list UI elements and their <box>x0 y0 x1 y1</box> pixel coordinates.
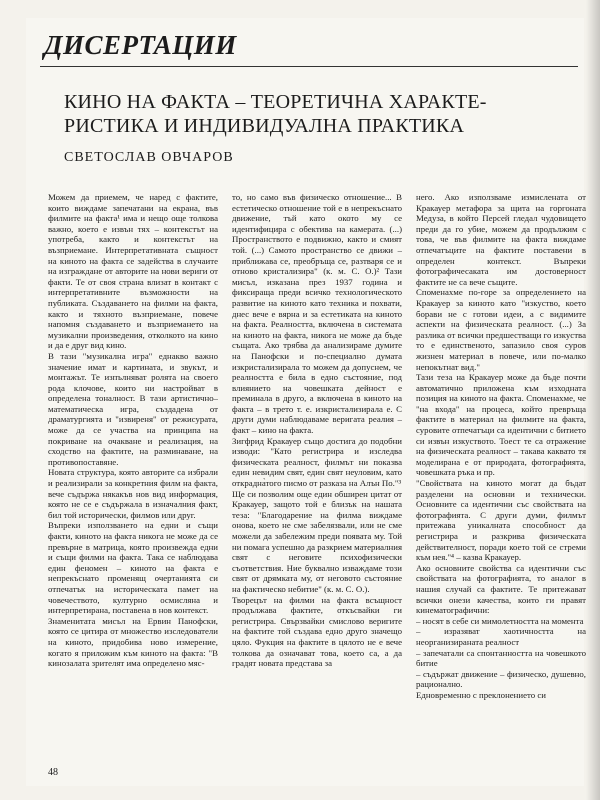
paragraph: то, но само във физическо отношение... В естетическо отношение той е в непрекъснато движение, тъй като окото му се идентифицира с обектива на камерата. (...) Пространството е подвижно, както и смият той. (...) Самото пространство се движи – приближава се, преобръща се, разтваря се и отново кристализира" (к. м. С. О.)² Тази мисъл, изказана през 1937 година и фиксираща преди всичко технологическото развитие на киното като техника и похвати, днес вече е вярна и за естетиката на киното на факта. Реалността, включена в системата на киното на факта, никога не може да бъде същата. Ако трябва да анализираме думите на Панофски и по-специално думата изкристализирала то можем да допуснем, че реалността е била в едно състояние, под влиянието на човешката дейност е преминала в друго, а включена в киното на факта – в трето т. е. изкристализирала е. С други думи наблюдаваме веригата реалия – факт – кино на факта. <box>232 192 402 436</box>
text-column-3 <box>416 192 586 752</box>
text-column-2 <box>232 192 402 752</box>
paragraph: Споменахме по-горе за определението на Кракауер за киното като "изкуство, което борави не с готови идеи, а с видимите аспекти на физическата реалност. (...) За разлика от всички предшестващи го изкуства то е единственото, запазило своя суров жизнен материал в повече, или по-малко непокътнат вид." <box>416 287 586 372</box>
paragraph: Можем да приемем, че наред с фактите, които виждаме запечатани на екрана, във филмите на факта¹ има и нещо още толкова важно, което е извън тях – контекстът на употреба, както и контекстът на възприемане. Интерпретативната същност на кинoто на факта се задейства в случаите на изграждане от авторите на нови вериги от факти. Те от своя страна влизат в контакт с интерпретативните възможности на публиката. Създаването на филми на факта, както и тяхното възприемане, повече напомня създаването и възприемането на музикални произведения, отколкото на кино и да е друг вид кино. <box>48 192 218 351</box>
paragraph: Зигфрид Кракауер също достига до подобни изводи: "Като регистрира и изследва физическата реалност, филмът ни показва един невидим свят, един свят неуловим, като открадна̀того писмо от разказа на Алън По."³ <box>232 435 402 489</box>
paragraph: него. Ако използваме измислената от Кракауер метафора за щита на горгоната Медуза, в който Персей гледал чудовището преди да го убие, можем да продължим с това, че във филмите на факта виждаме отпечатъците на фактите поставени в определен контекст. Въпреки фотографичесаката им достоверност фактите не са вече същите. <box>416 192 586 287</box>
paragraph: Тази теза на Кракауер може да бъде почти автоматично приложена към изходната позиция на киното на факта. Споменахме, че "на входа" на процеса, който превръща фактите в материал на филмите на факта, суровите отпечатъци са идентични с битието си извън изкуството. Тоест те са отражение на физическата реалност – такава каквато тя моделирана е от природата, фотографията, човешката ръка и пр. <box>416 372 586 478</box>
paragraph: Новата структура, която авторите са избрали и реализирали за конкретния филм на факта, вече съдържа някакъв нов вид информация, която не се е съдържала в изначалния факт, бил той исторически, филмов или друг. <box>48 467 218 520</box>
paragraph: Знаменитата мисъл на Ервин Панофски, която се цитира от множество изследователи на киното, придобива ново измерение, когато я приложим към киното на факта: "В кинозалата зрителят има определено мяс- <box>48 615 218 669</box>
section-divider <box>40 66 578 67</box>
paragraph: Въпреки използването на едни и същи факти, киното на факта никога не може да се превърне в матрица, която произвежда едни и същи филми на факта. Така се наблюдава един феномен – киното на факта е непрекъснато променящ очертанията си отпечатък на историческата памет на човечеството, културно осмисляна и интерпретирана, поставена в нов контекст. <box>48 520 218 616</box>
binding-shadow <box>586 0 600 800</box>
list-item: – запечатали са спонтанността на човешкото битие <box>416 647 586 669</box>
paragraph: Едновременно с преклонението си <box>416 689 546 700</box>
paragraph: В тази "музикална игра" еднакво важно значение имат и картината, и звукът, и монтажът. Те изпълняват ролята на своего рода клочове, които ни настройват в определена тоналност. В тази артистично–математическа игра, създадена от драматургията и "извиреня" от режисурата, може да се участва на принципа на покриване на очакване и реализация, на сходство на фактите, на разминаване, на противопоставяне. <box>48 350 218 467</box>
paragraph: Ще си позволим още един обширен цитат от Кракауер, защото той е близък на нашата теза: "Благодарение на филма виждаме онова, което не сме забелязвали, или не сме можели да забележим преди появата му. Той ни помага успешно да разкрием материалния свят с неговите психофизически съответствия. Ние буквално изваждаме този свят от дрямката му, от неговото състояние на фактическо небитие" (к. м. С. О.). <box>232 488 402 594</box>
list-item: – изразяват хаотичността на неорганизираната реалност <box>416 626 586 647</box>
list-item: – носят в себе си мимолетността на момента <box>416 615 584 626</box>
article-title: КИНО НА ФАКТА – ТЕОРЕТИЧНА ХАРАКТЕ-РИСТИКА И ИНДИВИДУАЛНА ПРАКТИКА <box>64 91 487 137</box>
paragraph: Ако основните свойства са идентични със свойствата на фотографията, то аналог в нашия случай са фактите. Те притежават всички онези качества, които ги правят кинематографични: <box>416 562 586 616</box>
page-number: 48 <box>48 767 58 778</box>
article-author: СВЕТОСЛАВ ОВЧАРОВ <box>64 150 234 165</box>
paragraph: Творецът на филми на факта всъщност продължава фактите, откъсвайки ги регистрира. Свързвайки смислово веригите на фактите той създава едно друго значещо цяло. Фукция на фактите в цялото не е вече толкова да означават това, което са, а да градят новата представа за <box>232 594 402 669</box>
text-column-1 <box>48 192 218 752</box>
article-body <box>48 192 586 752</box>
list-item: – съдържат движение – физическо, душевно, рационално. <box>416 668 586 690</box>
paragraph: "Свойствата на киното могат да бъдат разделени на основни и технически. Основните са идентични със свойствата на фотографията. С други думи, филмът притежава уникалната способност да регистрира и разкрива физическата действителност, поради което той се стреми към нея."⁴ – казва Кракауер. <box>416 478 586 563</box>
section-title: ДИСЕРТАЦИИ <box>44 30 237 60</box>
